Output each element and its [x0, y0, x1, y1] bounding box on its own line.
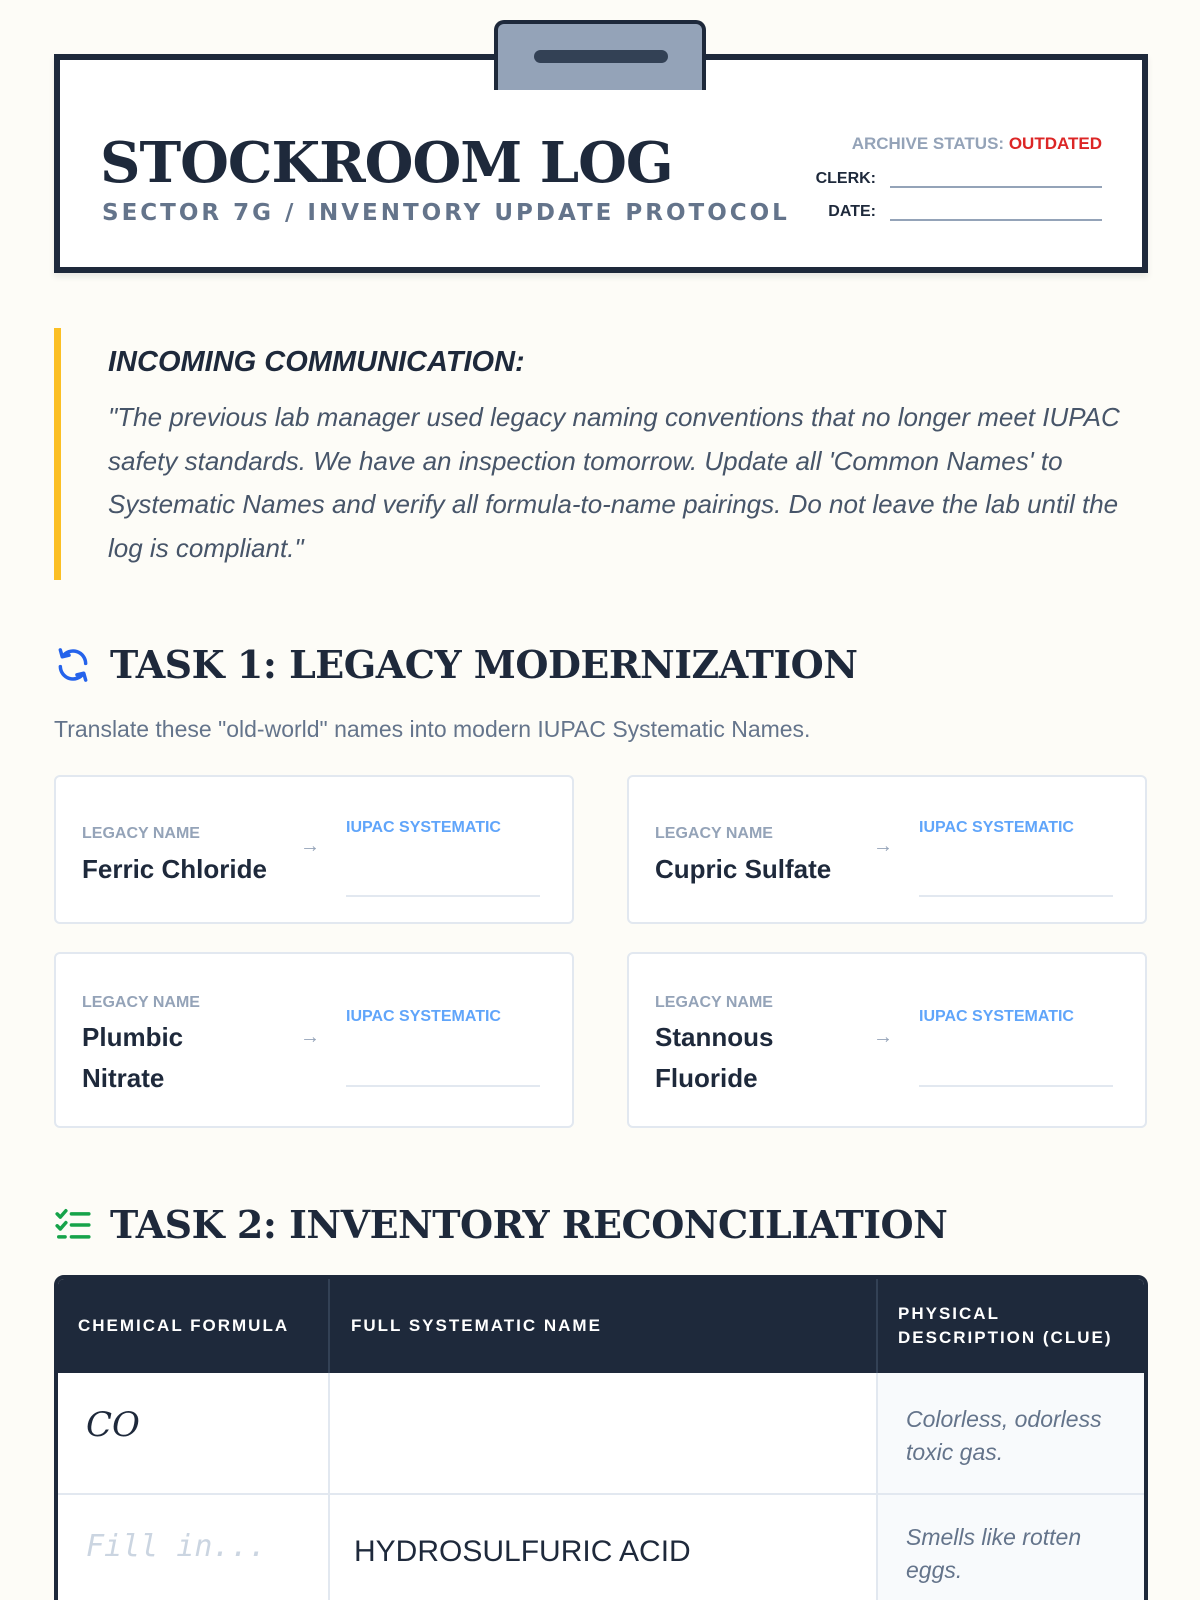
- page-subtitle: SECTOR 7G / INVENTORY UPDATE PROTOCOL: [102, 200, 790, 226]
- archive-status-value: OUTDATED: [1008, 134, 1102, 153]
- clerk-field[interactable]: [890, 186, 1102, 188]
- legacy-card: [627, 775, 1147, 924]
- table-header: [58, 1279, 1144, 1373]
- legacy-name-label: LEGACY NAME: [82, 825, 200, 842]
- legacy-name-label: LEGACY NAME: [655, 994, 773, 1011]
- legacy-card: [54, 775, 574, 924]
- clipboard-clip: [494, 20, 706, 90]
- incoming-communication: [54, 328, 1148, 580]
- iupac-answer-field[interactable]: [346, 1085, 540, 1087]
- description-text: Smells like rotten eggs.: [906, 1524, 1082, 1583]
- arrow-right-icon: →: [300, 1026, 320, 1048]
- legacy-name: Stannous Fluoride: [655, 1022, 774, 1093]
- page-title: STOCKROOM LOG: [100, 130, 673, 196]
- inventory-table: [54, 1275, 1148, 1600]
- iupac-label: IUPAC SYSTEMATIC: [346, 819, 501, 836]
- task2-heading: [54, 1202, 947, 1247]
- arrow-right-icon: →: [873, 835, 893, 857]
- communication-title: INCOMING COMMUNICATION:: [108, 346, 525, 378]
- archive-status: [852, 134, 1102, 154]
- column-divider: [328, 1373, 330, 1495]
- clerk-label: CLERK:: [815, 170, 876, 187]
- column-divider: [876, 1373, 878, 1495]
- systematic-name-cell: HYDROSULFURIC ACID: [354, 1535, 691, 1568]
- legacy-card: [54, 952, 574, 1128]
- task1-heading: [54, 642, 858, 687]
- date-label: DATE:: [828, 203, 876, 220]
- refresh-icon: [54, 646, 92, 684]
- column-divider: [876, 1279, 878, 1373]
- iupac-label: IUPAC SYSTEMATIC: [346, 1008, 501, 1025]
- task1-description: Translate these "old-world" names into modern IUPAC Systematic Names.: [54, 716, 811, 742]
- column-divider: [328, 1495, 330, 1600]
- iupac-label: IUPAC SYSTEMATIC: [919, 819, 1074, 836]
- clerk-row: [816, 170, 1102, 188]
- communication-body: "The previous lab manager used legacy naming conventions that no longer meet IUPAC safety standards. We have an inspection tomorrow. Update all 'Common Names' to Systematic Names and verify all formula-to-name pairings. Do not leave the lab until the log is compliant.": [108, 402, 1120, 563]
- legacy-name-label: LEGACY NAME: [82, 994, 200, 1011]
- column-header-name: FULL SYSTEMATIC NAME: [351, 1316, 602, 1335]
- arrow-right-icon: →: [873, 1026, 893, 1048]
- formula-cell: CO: [86, 1405, 140, 1445]
- column-header-formula: CHEMICAL FORMULA: [78, 1316, 290, 1335]
- legacy-name: Cupric Sulfate: [655, 854, 832, 884]
- description-text: Colorless, odorless toxic gas.: [906, 1406, 1102, 1465]
- task2-title: TASK 2: INVENTORY RECONCILIATION: [110, 1202, 948, 1247]
- date-row: [828, 203, 1102, 221]
- iupac-answer-field[interactable]: [346, 895, 540, 897]
- iupac-answer-field[interactable]: [919, 895, 1113, 897]
- legacy-name: Plumbic Nitrate: [82, 1022, 184, 1093]
- column-divider: [876, 1495, 878, 1600]
- checklist-icon: [54, 1206, 92, 1244]
- clip-slot: [534, 50, 668, 63]
- arrow-right-icon: →: [300, 835, 320, 857]
- table-row: [58, 1495, 1144, 1600]
- column-divider: [328, 1279, 330, 1373]
- legacy-name: Ferric Chloride: [82, 854, 267, 884]
- archive-status-label: ARCHIVE STATUS:: [851, 134, 1005, 153]
- iupac-label: IUPAC SYSTEMATIC: [919, 1008, 1074, 1025]
- task1-title: TASK 1: LEGACY MODERNIZATION: [110, 642, 858, 687]
- iupac-answer-field[interactable]: [919, 1085, 1113, 1087]
- date-field[interactable]: [890, 219, 1102, 221]
- legacy-card: [627, 952, 1147, 1128]
- column-header-description: PHYSICAL DESCRIPTION (CLUE): [898, 1304, 1113, 1347]
- table-row: [58, 1373, 1144, 1495]
- legacy-name-label: LEGACY NAME: [655, 825, 773, 842]
- formula-input[interactable]: Fill in...: [86, 1529, 267, 1564]
